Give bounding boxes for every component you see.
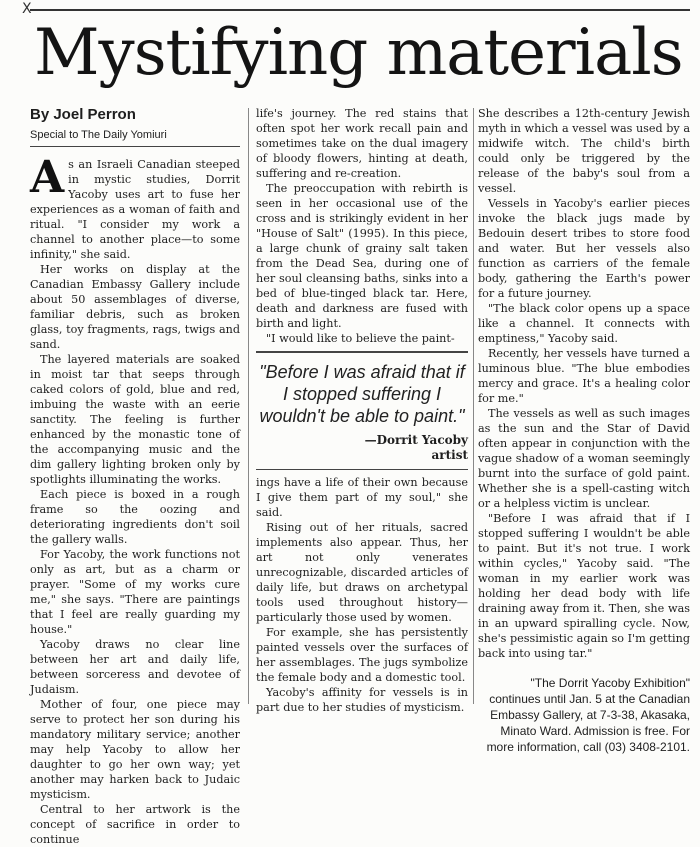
paragraph: Her works on display at the Canadian Embassy Gallery include about 50 assemblages of diverse, familiar debris, such as broken glass, toy fragments, rags, twigs and sand.: [30, 263, 240, 351]
paragraph: For Yacoby, the work functions not only as art, but as a charm or prayer. "Some of my works cure me," she says. "There are paintings that I feel are really guarding my house.": [30, 548, 240, 636]
pull-quote-attribution: [256, 433, 468, 463]
byline: By Joel Perron: [30, 106, 136, 123]
paragraph: Rising out of her rituals, sacred implements also appear. Thus, her art not only venerates unrecognizable, discarded articles of daily life, but draws on archetypal tools used throughout history—particularly those used by women.: [256, 521, 468, 624]
paragraph: "I would like to believe the paint-: [266, 332, 455, 345]
special-credit: Special to The Daily Yomiuri: [30, 129, 167, 141]
column-3: [478, 106, 690, 755]
corner-mark: X: [22, 1, 32, 17]
attribution-name: —Dorrit Yacoby: [364, 432, 468, 447]
top-rule: [30, 9, 690, 11]
paragraph: Central to her artwork is the concept of sacrifice in order to continue: [30, 803, 240, 846]
headline: Mystifying materials: [34, 16, 683, 90]
column-divider: [248, 108, 249, 704]
exhibition-info: "The Dorrit Yacoby Exhibition" continues until Jan. 5 at the Canadian Embassy Gallery, at 7-3-38, Akasaka, Minato Ward. Admission is free. For more information, call (03) 3408-2101.: [486, 676, 690, 754]
paragraph: life's journey. The red stains that often spot her work recall pain and sometimes take on the dual imagery of bloody flowers, hinting at death, suffering and re-creation.: [256, 107, 468, 180]
paragraph: For example, she has persistently painted vessels over the surfaces of her assemblages. The jugs symbolize the female body and a domestic tool.: [256, 626, 468, 684]
pull-quote-rule: [256, 469, 468, 471]
paragraph: Recently, her vessels have turned a luminous blue. "The blue embodies mercy and grace. It's a healing color for me.": [478, 347, 690, 405]
drop-cap: A: [30, 152, 65, 203]
paragraph: ings have a life of their own because I give them part of my soul," she said.: [256, 476, 468, 519]
column-divider: [473, 108, 474, 704]
paragraph: Yacoby draws no clear line between her art and daily life, between sorceress and devotee of Judaism.: [30, 638, 240, 696]
paragraph: The vessels as well as such images as the sun and the Star of David often appear in conjunction with the vague shadow of a woman seemingly burnt into the surface of gold paint. Whether she is a spell-casting witch or a helpless victim is unclear.: [478, 407, 690, 510]
column-1: [30, 106, 240, 847]
paragraph: Each piece is boxed in a rough frame so the oozing and deteriorating ingredients don't soil the gallery walls.: [30, 488, 240, 546]
pull-quote: "Before I was afraid that if I stopped suffering I wouldn't be able to paint.": [259, 361, 465, 426]
paragraph: She describes a 12th-century Jewish myth in which a vessel was used by a midwife witch. The child's birth could only be triggered by the release of the baby's soul from a vessel.: [478, 107, 690, 195]
byline-rule: [30, 146, 240, 147]
pull-quote-rule: [256, 351, 468, 353]
paragraph: "Before I was afraid that if I stopped suffering I wouldn't be able to paint. But it's not true. I work within cycles," Yacoby said. "The woman in my earlier work was holding her dead body with life draining away from it. Then, she was in an upward spiralling cycle. Now, she's pessimistic again so I'm getting back into using tar.": [478, 512, 690, 660]
paragraph: Mother of four, one piece may serve to protect her son during his mandatory military service; another may help Yacoby to allow her daughter to go her own way; yet another may harken back to Judaic mysticism.: [30, 698, 240, 801]
paragraph: Vessels in Yacoby's earlier pieces invoke the black jugs made by Bedouin desert tribes to store food and water. But her vessels also function as carriers of the female body, gathering the Earth's power for a future journey.: [478, 197, 690, 300]
column-2: [256, 106, 468, 715]
paragraph: "The black color opens up a space like a channel. It connects with emptiness," Yacoby said.: [478, 302, 690, 345]
paragraph: The preoccupation with rebirth is seen in her occasional use of the cross and is strikingly evident in her "House of Salt" (1995). In this piece, a large chunk of grainy salt taken from the Dead Sea, during one of her soul cleansing baths, sinks into a bed of blue-tinged black tar. Here, death and darkness are fused with birth and light.: [256, 182, 468, 330]
paragraph: The layered materials are soaked in moist tar that seeps through caked colors of gold, blue and red, imbuing the waste with an eerie sanctity. The feeling is further enhanced by the monastic tone of the accompanying music and the dim gallery lighting broken only by spotlights illuminating the works.: [30, 353, 240, 486]
paragraph: As an Israeli Canadian steeped in mystic studies, Dorrit Yacoby uses art to fuse her experiences as a woman of faith and ritual. "I consider my work a channel to another place—to some infinity," she said.: [30, 152, 240, 261]
attribution-role: artist: [431, 447, 468, 462]
paragraph: Yacoby's affinity for vessels is in part due to her studies of mysticism.: [256, 686, 468, 714]
